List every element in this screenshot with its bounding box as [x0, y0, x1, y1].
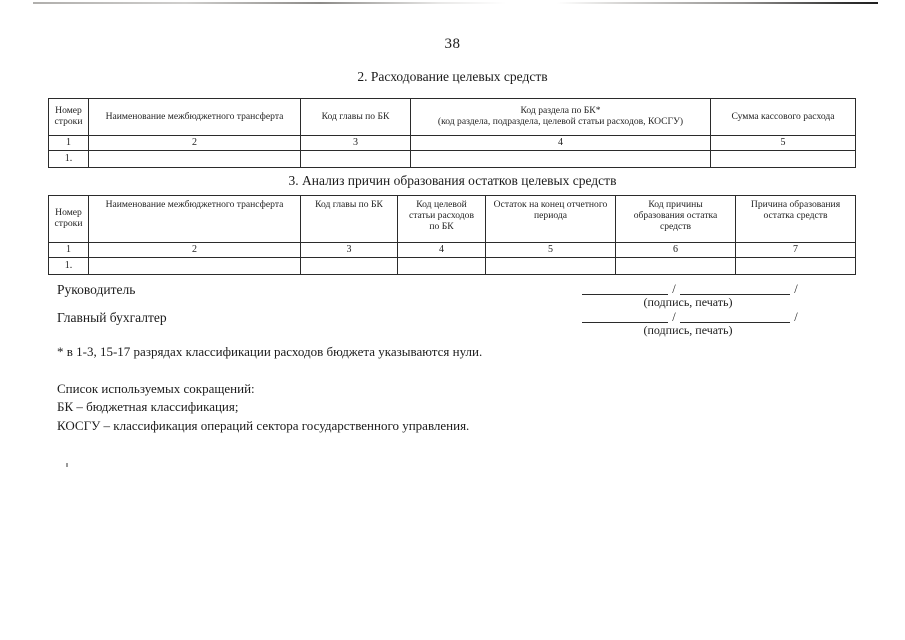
table-header-row: [49, 99, 856, 136]
table-column-number-row: [49, 243, 856, 258]
signature-label-director: Руководитель: [57, 282, 136, 297]
cell-transfer-name[interactable]: [89, 258, 301, 275]
table3-header-transfer-name: [89, 196, 301, 243]
signature-slash-2: /: [794, 310, 798, 324]
table3-header-target-article-code: [398, 196, 486, 243]
header-text: Наименование межбюджетного трансферта: [105, 199, 284, 210]
table-header-row: [49, 196, 856, 243]
cell-target-article-code[interactable]: [398, 258, 486, 275]
scan-edge-artifact: [33, 2, 878, 4]
header-line-1: Код целевой: [416, 199, 467, 210]
table2-header-row-number: [49, 99, 89, 136]
header-text: Сумма кассового расхода: [731, 110, 835, 122]
header-text: Код главы по БК: [315, 199, 383, 210]
page-number: 38: [444, 36, 461, 52]
signature-row-director: [57, 280, 857, 308]
signature-slash-1: /: [672, 282, 676, 296]
signature-rule-right[interactable]: [680, 311, 790, 323]
col-number-1: 1: [49, 136, 89, 151]
signature-lines-director: [582, 280, 857, 309]
header-line-2: статьи расходов: [408, 209, 475, 221]
signature-rule-left[interactable]: [582, 311, 668, 323]
row-label: 1.: [49, 258, 89, 275]
table-rashodovanie-celevyh-sredstv: [48, 98, 856, 168]
signature-rule-right[interactable]: [680, 283, 790, 295]
header-line-1: Причина образования: [750, 199, 841, 210]
section-3-title: 3. Анализ причин образования остатков целевых средств: [288, 173, 617, 188]
footnote: * в 1-3, 15-17 разрядах классификации расходов бюджета указываются нули.: [57, 344, 483, 359]
header-line-3: средств: [659, 220, 692, 232]
cell-chapter-code[interactable]: [301, 258, 398, 275]
cell-chapter-code[interactable]: [301, 151, 411, 168]
table-row: [49, 151, 856, 168]
abbreviations-title: Список используемых сокращений:: [57, 381, 255, 396]
table-analiz-prichin-ostatkov: [48, 195, 856, 275]
abbreviation-item-bk: БК – бюджетная классификация;: [57, 399, 239, 415]
signature-caption-director: (подпись, печать): [643, 295, 733, 309]
cell-cash-expense-sum[interactable]: [711, 151, 856, 168]
table2-header-cash-expense-sum: [711, 99, 856, 136]
header-line-1: Номер: [55, 207, 82, 219]
table3-header-reason-code: [616, 196, 736, 243]
col-number-5: 5: [711, 136, 856, 151]
signature-caption-chief-accountant: (подпись, печать): [643, 323, 733, 337]
table2-header-chapter-code: [301, 99, 411, 136]
col-number-5: 5: [486, 243, 616, 258]
header-line-2: (код раздела, подраздела, целевой статьи расходов, КОСГУ): [437, 116, 684, 127]
signature-label-chief-accountant: Главный бухгалтер: [57, 310, 167, 325]
table3-header-reason-text: [736, 196, 856, 243]
signature-rule-left[interactable]: [582, 283, 668, 295]
header-line-1: Код причины: [648, 199, 703, 210]
section-2-title: 2. Расходование целевых средств: [357, 69, 548, 84]
col-number-6: 6: [616, 243, 736, 258]
col-number-4: 4: [411, 136, 711, 151]
header-line-2: образования остатка: [633, 209, 718, 221]
header-line-1: Номер: [55, 105, 82, 117]
table3-header-period-end-balance: [486, 196, 616, 243]
col-number-3: 3: [301, 243, 398, 258]
row-label: 1.: [49, 151, 89, 168]
cell-transfer-name[interactable]: [89, 151, 301, 168]
header-line-2: строки: [54, 116, 83, 127]
table2-header-section-code: [411, 99, 711, 136]
scan-speck-artifact: [66, 463, 68, 467]
header-line-1: Остаток на конец отчетного: [493, 199, 608, 210]
table-column-number-row: [49, 136, 856, 151]
cell-reason-code[interactable]: [616, 258, 736, 275]
col-number-1: 1: [49, 243, 89, 258]
header-line-2: периода: [534, 209, 567, 221]
header-text: Наименование межбюджетного трансферта: [105, 110, 284, 122]
table3-header-chapter-code: [301, 196, 398, 243]
header-line-2: строки: [54, 218, 83, 229]
abbreviation-item-kosgu: КОСГУ – классификация операций сектора государственного управления.: [57, 417, 470, 433]
col-number-2: 2: [89, 136, 301, 151]
header-line-3: по БК: [429, 220, 454, 232]
header-line-2: остатка средств: [763, 209, 828, 221]
header-text: Код главы по БК: [321, 110, 390, 122]
cell-reason-text[interactable]: [736, 258, 856, 275]
table3-header-row-number: [49, 196, 89, 243]
signature-slash-2: /: [794, 282, 798, 296]
signature-block: [57, 280, 857, 336]
abbreviations-block: [57, 380, 469, 435]
col-number-3: 3: [301, 136, 411, 151]
col-number-2: 2: [89, 243, 301, 258]
signature-lines-chief-accountant: [582, 308, 857, 337]
col-number-7: 7: [736, 243, 856, 258]
signature-slash-1: /: [672, 310, 676, 324]
cell-section-code[interactable]: [411, 151, 711, 168]
header-line-1: Код раздела по БК*: [520, 105, 601, 117]
cell-period-end-balance[interactable]: [486, 258, 616, 275]
table2-header-transfer-name: [89, 99, 301, 136]
col-number-4: 4: [398, 243, 486, 258]
table-row: [49, 258, 856, 275]
signature-row-chief-accountant: [57, 308, 857, 336]
